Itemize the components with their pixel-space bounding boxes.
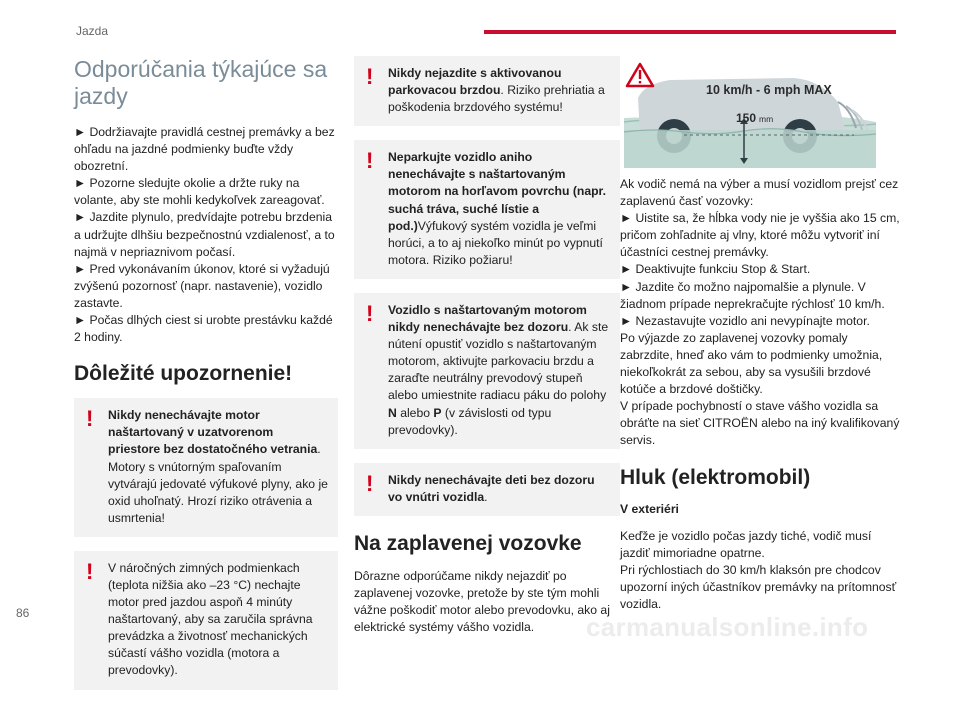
depth-value-label: 150 bbox=[736, 111, 757, 125]
section-title-recommendations: Odporúčania týkajúce sa jazdy bbox=[74, 56, 328, 109]
bullet-4: ► Pred vykonávaním úkonov, ktoré si vyžadujú zvýšenú pozornosť (napr. nastavenie), vozidlo zastavte. bbox=[74, 261, 330, 310]
flooded-bullet-2: ► Deaktivujte funkciu Stop & Start. bbox=[620, 262, 811, 277]
flooded-road-heading: Na zaplavenej vozovke bbox=[354, 531, 582, 555]
flooded-bullet-4: ► Nezastavujte vozidlo ani nevypínajte motor. bbox=[620, 313, 870, 328]
header-accent-bar bbox=[484, 30, 896, 34]
exclamation-icon: ! bbox=[86, 406, 94, 432]
bullet-1: ► Dodržiavajte pravidlá cestnej premávky a bez ohľadu na jazdné podmienky buďte vždy obozretní. bbox=[74, 125, 335, 174]
exclamation-icon: ! bbox=[366, 148, 374, 174]
flooded-road-paragraph: Dôrazne odporúčame nikdy nejazdiť po zaplavenej vozovke, pretože by ste tým mohli vážne poškodiť motor alebo prevodovku, ako aj elektrické systémy vášho vozidla. bbox=[354, 568, 610, 635]
exclamation-icon: ! bbox=[366, 64, 374, 89]
car-in-water-illustration bbox=[624, 58, 876, 168]
watermark: carmanualsonline.info bbox=[586, 612, 869, 642]
important-warning-heading: Dôležité upozornenie! bbox=[74, 362, 293, 386]
noise-paragraph-2: Pri rýchlostiach do 30 km/h klaksón pre chodcov upozorní iných účastníkov premávky na prítomnosť vozidla. bbox=[620, 562, 897, 611]
running-header: Jazda bbox=[76, 24, 109, 38]
exclamation-icon: ! bbox=[366, 470, 374, 496]
bullet-5: ► Počas dlhých ciest si urobte prestávku každé 2 hodiny. bbox=[74, 313, 333, 345]
column-2 bbox=[354, 56, 620, 636]
noise-paragraph: Keďže je vozidlo počas jazdy tiché, vodič musí jazdiť mimoriadne opatrne. bbox=[620, 528, 872, 560]
exclamation-icon: ! bbox=[366, 300, 374, 326]
bullet-2: ► Pozorne sledujte okolie a držte ruky na volante, aby ste mohli kedykoľvek zareagovať. bbox=[74, 176, 325, 208]
warning-box-unattended-vehicle: ! Vozidlo s naštartovaným motorom nikdy nenechávajte bez dozoru. Ak ste nútení opustiť vozidlo s naštartovaným motorom, aktivujte parkovaciu brzdu a zaraďte neutrálny prevodový stupeň alebo umiestnite radiacu páku do polohy N alebo P (v závislosti od typu prevodovky). bbox=[354, 293, 620, 449]
flooded-bullet-3: ► Jazdite čo možno najpomalšie a plynule. V žiadnom prípade neprekračujte rýchlosť 10 km/h. bbox=[620, 279, 885, 311]
warning-box-flammable-surface: ! Neparkujte vozidlo aniho nenechávajte s naštartovaným motorom na horľavom povrchu (napr. suchá tráva, suché lístie a pod.)Výfukový systém vozidla je veľmi horúci, a to aj niekoľko minút po vypnutí motora. Riziko požiaru! bbox=[354, 140, 620, 279]
warning-box-parking-brake: ! Nikdy nejazdite s aktivovanou parkovacou brzdou. Riziko prehriatia a poškodenia brzdového systému! bbox=[354, 56, 620, 126]
column-1 bbox=[74, 48, 338, 704]
exclamation-icon: ! bbox=[86, 558, 94, 584]
speed-limit-label: 10 km/h - 6 mph MAX bbox=[706, 83, 832, 97]
column-3 bbox=[620, 52, 900, 613]
warning-box-children: ! Nikdy nenechávajte deti bez dozoru vo vnútri vozidla. bbox=[354, 463, 620, 516]
page-number: 86 bbox=[16, 606, 30, 620]
bullet-3: ► Jazdite plynulo, predvídajte potrebu brzdenia a udržujte dlhšiu bezpečnostnú vzdialenosť, a to najmä v nepriaznivom počasí. bbox=[74, 210, 335, 259]
flooded-road-illustration bbox=[624, 58, 876, 168]
flooded-bullet-1: ► Uistite sa, že hĺbka vody nie je vyššia ako 15 cm, pričom zohľadnite aj vlny, ktoré môžu vytvoriť iní účastníci cestnej premávky. bbox=[620, 211, 900, 260]
warning-box-winter: ! V náročných zimných podmienkach (teplota nižšia ako –23 °C) nechajte motor pred jazdou aspoň 4 minúty naštartovaný, aby sa zaručila správna prevádzka a životnosť mechanických súčastí vášho vozidla (motora a prevodovky). bbox=[74, 551, 338, 690]
noise-heading: Hluk (elektromobil) bbox=[620, 465, 811, 489]
warning-box-ventilation: ! Nikdy nenechávajte motor naštartovaný v uzatvorenom priestore bez dostatočného vetrania. Motory s vnútorným spaľovaním vytvárajú jedovaté výfukové plyny, ako je oxid uhoľnatý. Hrozí riziko otrávenia a usmrtenia! bbox=[74, 398, 338, 537]
warning-triangle-icon bbox=[627, 64, 653, 86]
flooded-after: Po výjazde zo zaplavenej vozovky pomaly zabrzdite, hneď ako vám to podmienky umožnia, niekoľkokrát za sebou, aby sa vysušili brzdové kotúče a brzdové doštičky. bbox=[620, 330, 883, 397]
exterior-subheading: V exteriéri bbox=[620, 501, 679, 516]
flooded-intro: Ak vodič nemá na výber a musí vozidlom prejsť cez zaplavenú časť vozovky: bbox=[620, 177, 899, 209]
flooded-service: V prípade pochybností o stave vášho vozidla sa obráťte na sieť CITROËN alebo na iný kvalifikovaný servis. bbox=[620, 399, 900, 448]
depth-unit-label: mm bbox=[759, 114, 774, 124]
